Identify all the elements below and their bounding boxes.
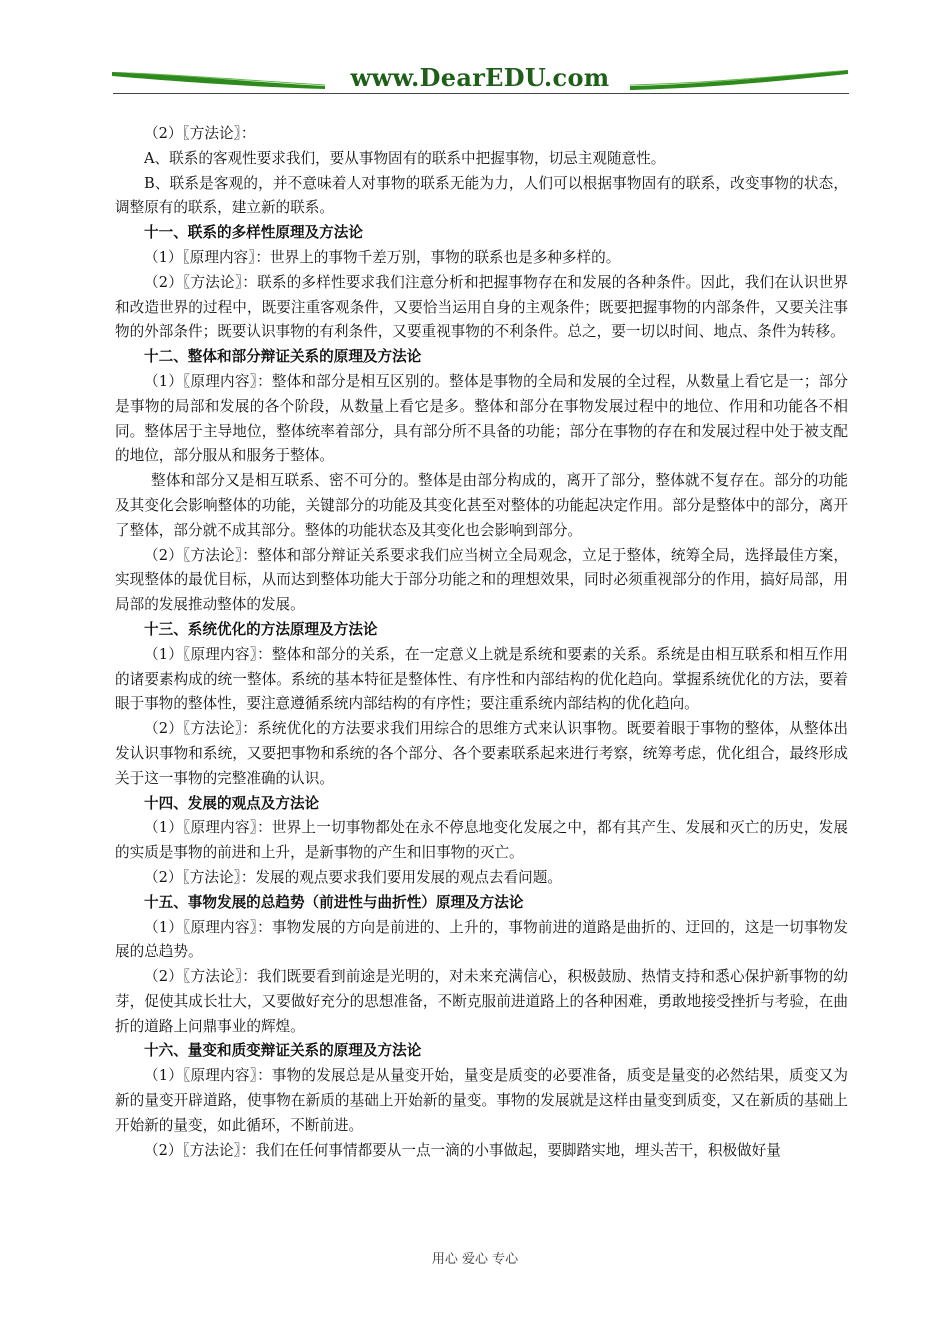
site-logo-text: www.DearEDU.com [350, 63, 610, 92]
section-heading: 十三、系统优化的方法原理及方法论 [144, 620, 378, 638]
paragraph: （2）〖方法论〗：系统优化的方法要求我们用综合的思维方式来认识事物。既要着眼于事物的整体，从整体出发认识事物和系统，又要把事物和系统的各个部分、各个要素联系起来进行考察，统筹考虑，优化组合，最终形成关于这一事物的完整准确的认识。 [115, 720, 848, 787]
section-heading: 十二、整体和部分辩证关系的原理及方法论 [144, 348, 422, 366]
paragraph: （2）〖方法论〗：联系的多样性要求我们注意分析和把握事物存在和发展的各种条件。因此，我们在认识世界和改造世界的过程中，既要注重客观条件，又要恰当运用自身的主观条件；既要把握事物的内部条件，又要关注事物的外部条件；既要认识事物的有利条件，又要重视事物的不利条件。总之，要一切以时间、地点、条件为转移。 [115, 273, 848, 341]
paragraph: （1）〖原理内容〗：世界上的事物千差万别，事物的联系也是多种多样的。 [144, 248, 621, 266]
site-header [110, 62, 850, 96]
paragraph: （2）〖方法论〗：我们既要看到前途是光明的，对未来充满信心，积极鼓励、热情支持和悉心保护新事物的幼芽，促使其成长壮大，又要做好充分的思想准备，不断克服前进道路上的各种困难，勇敢地接受挫折与考验，在曲折的道路上问鼎事业的辉煌。 [115, 968, 848, 1035]
section-heading: 十五、事物发展的总趋势（前进性与曲折性）原理及方法论 [144, 893, 524, 911]
paragraph: 整体和部分又是相互联系、密不可分的。整体是由部分构成的，离开了部分，整体就不复存在。部分的功能及其变化会影响整体的功能，关键部分的功能及其变化甚至对整体的功能起决定作用。部分是整体中的部分，离开了整体，部分就不成其部分。整体的功能状态及其变化也会影响到部分。 [115, 472, 848, 539]
paragraph: B、联系是客观的，并不意味着人对事物的联系无能为力，人们可以根据事物固有的联系，改变事物的状态，调整原有的联系，建立新的联系。 [115, 174, 848, 217]
paragraph: （1）〖原理内容〗：事物的发展总是从量变开始，量变是质变的必要准备，质变是量变的必然结果，质变又为新的量变开辟道路，使事物在新质的基础上开始新的量变。事物的发展就是这样由量变到质变，又在新质的基础上开始新的量变，如此循环，不断前进。 [115, 1067, 848, 1134]
paragraph: （1）〖原理内容〗：事物发展的方向是前进的、上升的，事物前进的道路是曲折的、迂回的，这是一切事物发展的总趋势。 [115, 918, 848, 961]
paragraph: （2）〖方法论〗：我们在任何事情都要从一点一滴的小事做起，要脚踏实地，埋头苦干，积极做好量 [144, 1141, 781, 1159]
paragraph: A、联系的客观性要求我们，要从事物固有的联系中把握事物，切忌主观随意性。 [144, 149, 666, 167]
paragraph: （2）〖方法论〗：发展的观点要求我们要用发展的观点去看问题。 [144, 868, 562, 886]
paragraph: （1）〖原理内容〗：整体和部分是相互区别的。整体是事物的全局和发展的全过程，从数量上看它是一；部分是事物的局部和发展的各个阶段，从数量上看它是多。整体和部分在事物发展过程中的地位、作用和功能各不相同。整体居于主导地位，整体统率着部分，具有部分所不具备的功能；部分在事物的存在和发展过程中处于被支配的地位，部分服从和服务于整体。 [115, 372, 848, 465]
section-heading: 十四、发展的观点及方法论 [144, 794, 320, 812]
paragraph: （2）〖方法论〗： [144, 125, 256, 142]
page-footer: 用心 爱心 专心 [431, 1252, 519, 1267]
paragraph: （1）〖原理内容〗：整体和部分的关系，在一定意义上就是系统和要素的关系。系统是由相互联系和相互作用的诸要素构成的统一整体。系统的基本特征是整体性、有序性和内部结构的优化趋向。掌握系统优化的方法，要着眼于事物的整体性，要注意遵循系统内部结构的有序性；要注重系统内部结构的优化趋向。 [115, 645, 848, 713]
paragraph: （1）〖原理内容〗：世界上一切事物都处在永不停息地变化发展之中，都有其产生、发展和灭亡的历史，发展的实质是事物的前进和上升，是新事物的产生和旧事物的灭亡。 [115, 819, 848, 862]
document-body [115, 122, 848, 1163]
section-heading: 十六、量变和质变辩证关系的原理及方法论 [144, 1042, 422, 1060]
section-heading: 十一、联系的多样性原理及方法论 [144, 224, 363, 242]
header-rule [113, 93, 849, 94]
paragraph: （2）〖方法论〗：整体和部分辩证关系要求我们应当树立全局观念，立足于整体，统筹全局，选择最佳方案，实现整体的最优目标，从而达到整体功能大于部分功能之和的理想效果，同时必须重视部分的作用，搞好局部，用局部的发展推动整体的发展。 [115, 546, 848, 614]
